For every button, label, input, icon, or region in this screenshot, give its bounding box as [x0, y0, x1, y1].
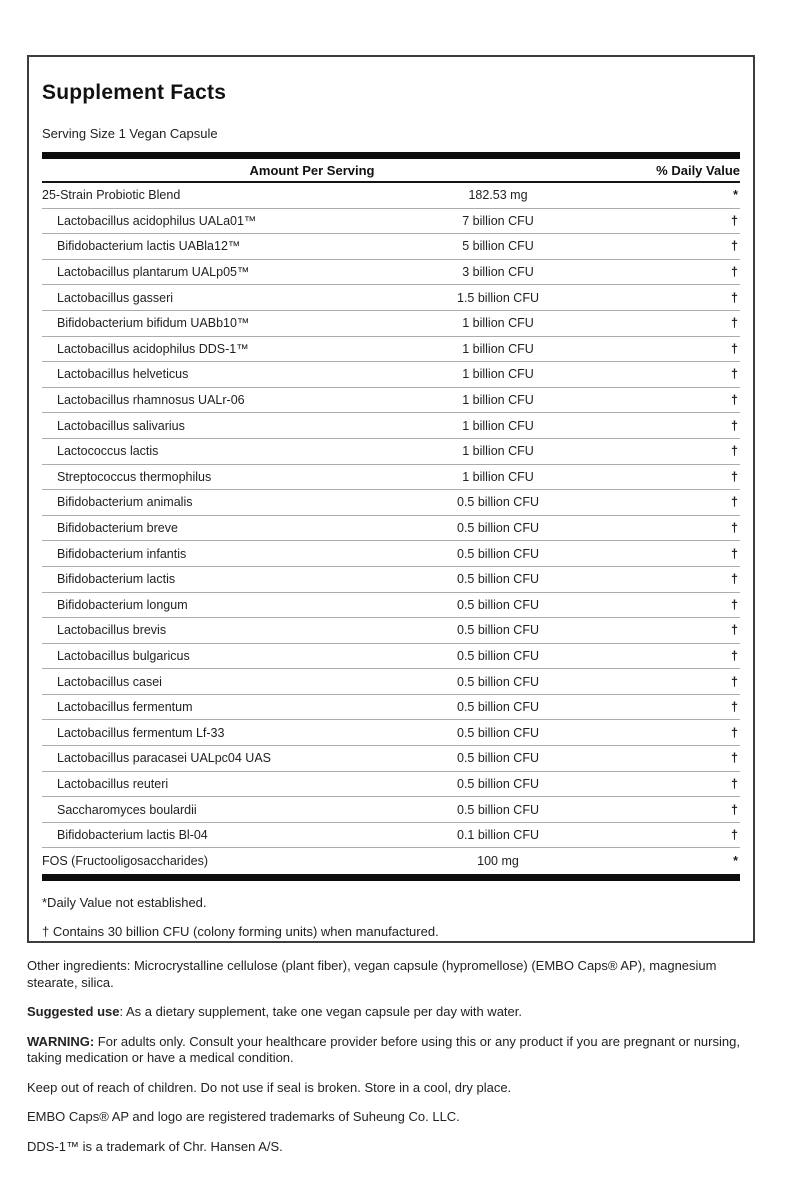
ingredient-row	[42, 644, 740, 670]
ingredient-daily-value: *	[733, 854, 738, 869]
ingredient-amount: 0.5 billion CFU	[457, 597, 539, 612]
keep-out-of-reach: Keep out of reach of children. Do not use if seal is broken. Store in a cool, dry place.	[27, 1079, 512, 1095]
ingredient-daily-value: †	[731, 751, 738, 766]
amount-per-serving-header: Amount Per Serving	[249, 162, 375, 178]
ingredient-name: Lactobacillus fermentum Lf-33	[57, 725, 225, 740]
ingredient-row	[42, 516, 740, 542]
ingredient-name: FOS (Fructooligosaccharides)	[42, 854, 209, 869]
ingredient-amount: 0.5 billion CFU	[457, 623, 539, 638]
bottom-notes	[27, 958, 759, 1168]
ingredient-amount: 0.5 billion CFU	[457, 751, 539, 766]
dds1-trademark: DDS-1™ is a trademark of Chr. Hansen A/S.	[27, 1138, 283, 1154]
ingredient-daily-value: †	[731, 469, 738, 484]
ingredient-amount: 0.5 billion CFU	[457, 521, 539, 536]
footnote-daily-value: *Daily Value not established.	[42, 895, 207, 911]
ingredient-name: Lactobacillus casei	[57, 674, 162, 689]
ingredient-row	[42, 183, 740, 209]
ingredient-daily-value: †	[731, 802, 738, 817]
ingredient-amount: 1 billion CFU	[462, 341, 534, 356]
ingredient-amount: 0.5 billion CFU	[457, 700, 539, 715]
panel-title: Supplement Facts	[42, 81, 227, 104]
ingredient-amount: 0.5 billion CFU	[457, 572, 539, 587]
ingredient-rows	[42, 183, 740, 874]
ingredient-name: Lactobacillus acidophilus UALa01™	[57, 213, 257, 228]
ingredient-name: Saccharomyces boulardii	[57, 802, 197, 817]
ingredient-name: Bifidobacterium lactis UABla12™	[57, 239, 241, 254]
ingredient-daily-value: †	[731, 572, 738, 587]
ingredient-row	[42, 746, 740, 772]
ingredient-amount: 100 mg	[477, 854, 519, 869]
ingredient-name: Lactobacillus helveticus	[57, 367, 189, 382]
ingredient-daily-value: †	[731, 648, 738, 663]
ingredient-amount: 7 billion CFU	[462, 213, 534, 228]
ingredient-amount: 1 billion CFU	[462, 469, 534, 484]
ingredient-daily-value: †	[731, 674, 738, 689]
ingredient-amount: 0.5 billion CFU	[457, 776, 539, 791]
ingredient-amount: 0.5 billion CFU	[457, 674, 539, 689]
ingredient-daily-value: †	[731, 828, 738, 843]
ingredient-amount: 1 billion CFU	[462, 367, 534, 382]
ingredient-amount: 1.5 billion CFU	[457, 290, 539, 305]
ingredient-name: Lactobacillus acidophilus DDS-1™	[57, 341, 249, 356]
ingredient-row	[42, 337, 740, 363]
ingredient-row	[42, 720, 740, 746]
ingredient-daily-value: †	[731, 418, 738, 433]
ingredient-name: Lactococcus lactis	[57, 444, 159, 459]
ingredient-daily-value: †	[731, 444, 738, 459]
ingredient-daily-value: †	[731, 239, 738, 254]
ingredient-daily-value: †	[731, 776, 738, 791]
ingredient-row	[42, 772, 740, 798]
ingredient-row	[42, 311, 740, 337]
ingredient-row	[42, 541, 740, 567]
ingredient-name: Bifidobacterium infantis	[57, 546, 187, 561]
ingredient-amount: 1 billion CFU	[462, 316, 534, 331]
ingredient-name: 25-Strain Probiotic Blend	[42, 188, 181, 203]
ingredient-row	[42, 490, 740, 516]
serving-size-text: Serving Size 1 Vegan Capsule	[42, 126, 218, 141]
ingredient-row	[42, 823, 740, 849]
ingredient-daily-value: †	[731, 341, 738, 356]
ingredient-row	[42, 413, 740, 439]
ingredient-daily-value: †	[731, 623, 738, 638]
ingredient-name: Lactobacillus brevis	[57, 623, 167, 638]
embo-trademark: EMBO Caps® AP and logo are registered trademarks of Suheung Co. LLC.	[27, 1109, 460, 1124]
ingredient-daily-value: †	[731, 725, 738, 740]
ingredient-row	[42, 209, 740, 235]
ingredient-amount: 1 billion CFU	[462, 393, 534, 408]
ingredient-row	[42, 362, 740, 388]
ingredient-name: Lactobacillus rhamnosus UALr-06	[57, 393, 245, 408]
ingredient-amount: 182.53 mg	[468, 188, 528, 203]
ingredient-name: Lactobacillus bulgaricus	[57, 648, 190, 663]
ingredient-daily-value: †	[731, 367, 738, 382]
footnote-cfu: † Contains 30 billion CFU (colony forming units) when manufactured.	[42, 924, 439, 940]
ingredient-name: Bifidobacterium animalis	[57, 495, 193, 510]
ingredient-amount: 0.5 billion CFU	[457, 648, 539, 663]
ingredient-name: Bifidobacterium longum	[57, 597, 188, 612]
warning-lead: WARNING:	[27, 1033, 95, 1049]
ingredient-daily-value: †	[731, 213, 738, 228]
ingredient-row	[42, 593, 740, 619]
ingredient-row	[42, 669, 740, 695]
ingredient-row	[42, 618, 740, 644]
ingredient-daily-value: †	[731, 393, 738, 408]
thick-rule-top	[42, 152, 740, 159]
ingredient-row	[42, 695, 740, 721]
ingredient-name: Lactobacillus gasseri	[57, 290, 174, 305]
ingredient-row	[42, 848, 740, 874]
suggested-use-lead: Suggested use	[27, 1004, 120, 1019]
ingredient-amount: 0.5 billion CFU	[457, 495, 539, 510]
ingredient-row	[42, 234, 740, 260]
warning: WARNING: For adults only. Consult your healthcare provider before using this or any product if you are pregnant or nursing, taking medication or have a medical condition.	[27, 1033, 740, 1065]
ingredient-daily-value: *	[733, 188, 738, 203]
daily-value-header: % Daily Value	[656, 162, 740, 178]
ingredient-name: Lactobacillus salivarius	[57, 418, 185, 433]
thick-rule-bottom	[42, 874, 740, 881]
table-header-row	[42, 159, 740, 183]
ingredient-amount: 1 billion CFU	[462, 444, 534, 459]
ingredient-name: Bifidobacterium breve	[57, 521, 178, 536]
suggested-use: Suggested use: As a dietary supplement, take one vegan capsule per day with water.	[27, 1004, 522, 1019]
ingredient-name: Lactobacillus fermentum	[57, 700, 193, 715]
ingredient-name: Bifidobacterium lactis Bl-04	[57, 828, 208, 843]
ingredient-row	[42, 285, 740, 311]
ingredient-row	[42, 439, 740, 465]
ingredient-name: Bifidobacterium bifidum UABb10™	[57, 316, 250, 331]
ingredient-daily-value: †	[731, 265, 738, 280]
other-ingredients: Other ingredients: Microcrystalline cellulose (plant fiber), vegan capsule (hypromellose) (EMBO Caps® AP), magnesium stearate, silica.	[27, 958, 717, 990]
ingredient-amount: 1 billion CFU	[462, 418, 534, 433]
ingredient-daily-value: †	[731, 546, 738, 561]
ingredient-daily-value: †	[731, 316, 738, 331]
ingredient-amount: 5 billion CFU	[462, 239, 534, 254]
ingredient-amount: 3 billion CFU	[462, 265, 534, 280]
ingredient-row	[42, 260, 740, 286]
supplement-facts-panel	[27, 55, 755, 943]
ingredient-name: Streptococcus thermophilus	[57, 469, 212, 484]
ingredient-name: Lactobacillus reuteri	[57, 776, 169, 791]
ingredient-amount: 0.5 billion CFU	[457, 802, 539, 817]
ingredient-daily-value: †	[731, 597, 738, 612]
ingredient-row	[42, 797, 740, 823]
ingredient-name: Bifidobacterium lactis	[57, 572, 176, 587]
ingredient-row	[42, 465, 740, 491]
ingredient-name: Lactobacillus paracasei UALpc04 UAS	[57, 751, 272, 766]
ingredient-row	[42, 567, 740, 593]
ingredient-daily-value: †	[731, 521, 738, 536]
ingredient-name: Lactobacillus plantarum UALp05™	[57, 265, 250, 280]
ingredient-amount: 0.1 billion CFU	[457, 828, 539, 843]
ingredient-row	[42, 388, 740, 414]
ingredient-daily-value: †	[731, 290, 738, 305]
ingredient-daily-value: †	[731, 700, 738, 715]
ingredient-amount: 0.5 billion CFU	[457, 546, 539, 561]
ingredient-daily-value: †	[731, 495, 738, 510]
ingredient-amount: 0.5 billion CFU	[457, 725, 539, 740]
